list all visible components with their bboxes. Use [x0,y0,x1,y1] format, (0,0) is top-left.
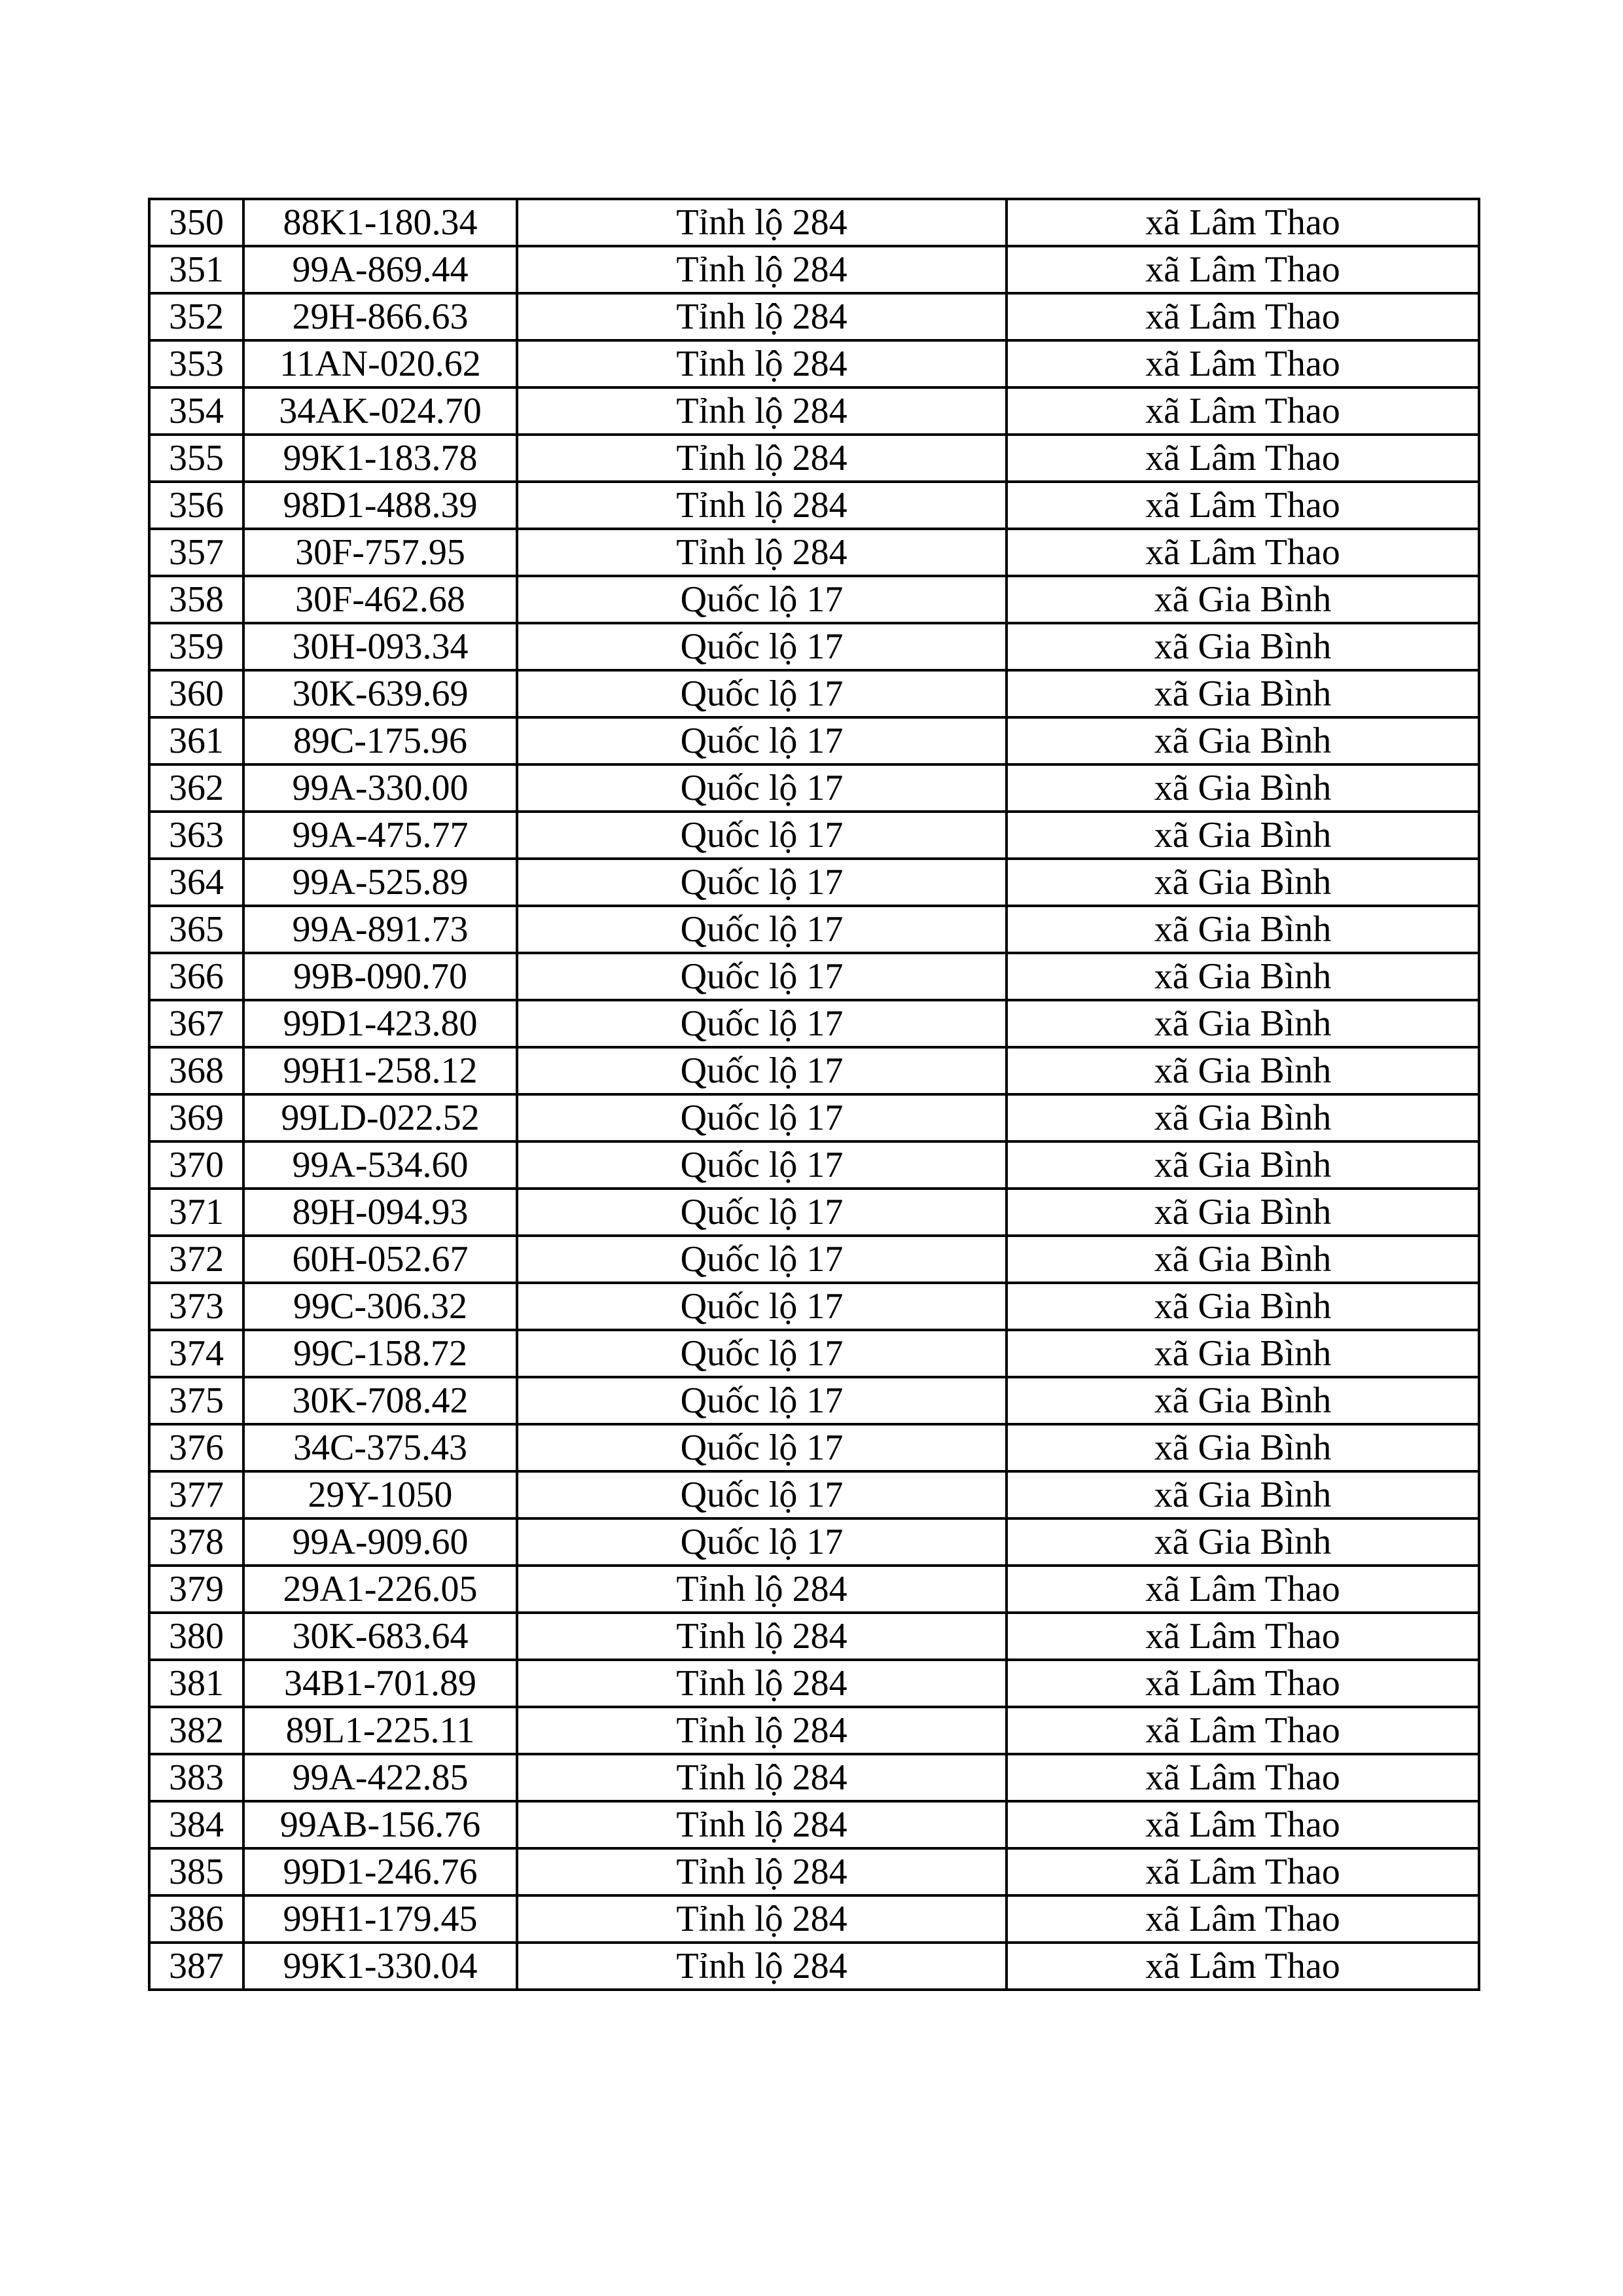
row-number-cell: 386 [149,1895,243,1943]
license-plate-cell: 99D1-423.80 [243,1000,517,1047]
row-number-cell: 369 [149,1094,243,1141]
license-plate-cell: 34B1-701.89 [243,1660,517,1707]
road-cell: Tỉnh lộ 284 [517,1801,1007,1848]
table-row [149,1895,1479,1943]
commune-cell: xã Lâm Thao [1007,1754,1479,1801]
road-cell: Quốc lộ 17 [517,1047,1007,1094]
license-plate-cell: 99H1-179.45 [243,1895,517,1943]
commune-cell: xã Gia Bình [1007,1094,1479,1141]
table-row [149,1141,1479,1189]
road-cell: Quốc lộ 17 [517,1283,1007,1330]
table-row [149,435,1479,482]
license-plate-cell: 89H-094.93 [243,1189,517,1236]
table-row [149,812,1479,859]
row-number-cell: 383 [149,1754,243,1801]
table-row [149,1047,1479,1094]
road-cell: Quốc lộ 17 [517,670,1007,717]
row-number-cell: 371 [149,1189,243,1236]
commune-cell: xã Gia Bình [1007,717,1479,764]
commune-cell: xã Gia Bình [1007,1189,1479,1236]
table-row [149,906,1479,953]
commune-cell: xã Gia Bình [1007,906,1479,953]
road-cell: Quốc lộ 17 [517,623,1007,670]
commune-cell: xã Lâm Thao [1007,529,1479,576]
license-plate-cell: 89L1-225.11 [243,1707,517,1754]
license-plate-cell: 60H-052.67 [243,1236,517,1283]
commune-cell: xã Gia Bình [1007,623,1479,670]
license-plate-cell: 34C-375.43 [243,1424,517,1471]
road-cell: Quốc lộ 17 [517,1141,1007,1189]
license-plate-cell: 29A1-226.05 [243,1566,517,1613]
license-plate-cell: 30F-757.95 [243,529,517,576]
road-cell: Quốc lộ 17 [517,1189,1007,1236]
road-cell: Tỉnh lộ 284 [517,435,1007,482]
table-row [149,764,1479,812]
commune-cell: xã Gia Bình [1007,1236,1479,1283]
license-plate-cell: 34AK-024.70 [243,387,517,435]
commune-cell: xã Lâm Thao [1007,1613,1479,1660]
row-number-cell: 354 [149,387,243,435]
commune-cell: xã Gia Bình [1007,859,1479,906]
table-row [149,1471,1479,1518]
row-number-cell: 365 [149,906,243,953]
road-cell: Tỉnh lộ 284 [517,1943,1007,1990]
license-plate-cell: 98D1-488.39 [243,482,517,529]
road-cell: Quốc lộ 17 [517,1471,1007,1518]
license-plate-cell: 29Y-1050 [243,1471,517,1518]
row-number-cell: 352 [149,293,243,340]
road-cell: Quốc lộ 17 [517,1094,1007,1141]
road-cell: Tỉnh lộ 284 [517,1895,1007,1943]
row-number-cell: 362 [149,764,243,812]
table-row [149,1660,1479,1707]
commune-cell: xã Gia Bình [1007,1518,1479,1566]
row-number-cell: 351 [149,246,243,293]
license-plate-cell: 99C-158.72 [243,1330,517,1377]
commune-cell: xã Lâm Thao [1007,1895,1479,1943]
road-cell: Quốc lộ 17 [517,1000,1007,1047]
road-cell: Tỉnh lộ 284 [517,529,1007,576]
commune-cell: xã Lâm Thao [1007,1801,1479,1848]
table-row [149,387,1479,435]
road-cell: Quốc lộ 17 [517,1236,1007,1283]
row-number-cell: 379 [149,1566,243,1613]
license-plate-cell: 99K1-330.04 [243,1943,517,1990]
table-row [149,1801,1479,1848]
license-plate-cell: 99H1-258.12 [243,1047,517,1094]
table-row [149,1236,1479,1283]
row-number-cell: 355 [149,435,243,482]
table-row [149,1000,1479,1047]
commune-cell: xã Lâm Thao [1007,1660,1479,1707]
table-row [149,623,1479,670]
row-number-cell: 387 [149,1943,243,1990]
commune-cell: xã Gia Bình [1007,1424,1479,1471]
table-row [149,293,1479,340]
table-row [149,576,1479,623]
road-cell: Tỉnh lộ 284 [517,246,1007,293]
road-cell: Tỉnh lộ 284 [517,482,1007,529]
license-plate-cell: 99A-869.44 [243,246,517,293]
commune-cell: xã Lâm Thao [1007,387,1479,435]
table-row [149,1518,1479,1566]
license-plate-cell: 29H-866.63 [243,293,517,340]
license-plate-cell: 99B-090.70 [243,953,517,1000]
road-cell: Quốc lộ 17 [517,1518,1007,1566]
commune-cell: xã Gia Bình [1007,670,1479,717]
row-number-cell: 380 [149,1613,243,1660]
license-plate-cell: 30K-683.64 [243,1613,517,1660]
table-row [149,1943,1479,1990]
table-body [149,199,1479,1990]
row-number-cell: 377 [149,1471,243,1518]
row-number-cell: 375 [149,1377,243,1424]
commune-cell: xã Lâm Thao [1007,199,1479,246]
commune-cell: xã Lâm Thao [1007,293,1479,340]
road-cell: Quốc lộ 17 [517,576,1007,623]
row-number-cell: 366 [149,953,243,1000]
row-number-cell: 368 [149,1047,243,1094]
road-cell: Tỉnh lộ 284 [517,293,1007,340]
commune-cell: xã Lâm Thao [1007,340,1479,387]
row-number-cell: 356 [149,482,243,529]
table-row [149,1613,1479,1660]
license-plate-cell: 99AB-156.76 [243,1801,517,1848]
road-cell: Quốc lộ 17 [517,1424,1007,1471]
table-row [149,670,1479,717]
commune-cell: xã Gia Bình [1007,812,1479,859]
table-row [149,1707,1479,1754]
commune-cell: xã Lâm Thao [1007,482,1479,529]
table-row [149,859,1479,906]
road-cell: Tỉnh lộ 284 [517,1613,1007,1660]
row-number-cell: 358 [149,576,243,623]
row-number-cell: 374 [149,1330,243,1377]
table-row [149,1754,1479,1801]
commune-cell: xã Gia Bình [1007,1330,1479,1377]
commune-cell: xã Gia Bình [1007,1377,1479,1424]
table-row [149,246,1479,293]
license-plate-cell: 99A-422.85 [243,1754,517,1801]
table-row [149,1424,1479,1471]
commune-cell: xã Gia Bình [1007,953,1479,1000]
table-row [149,1330,1479,1377]
road-cell: Quốc lộ 17 [517,812,1007,859]
row-number-cell: 373 [149,1283,243,1330]
row-number-cell: 360 [149,670,243,717]
row-number-cell: 370 [149,1141,243,1189]
row-number-cell: 363 [149,812,243,859]
commune-cell: xã Lâm Thao [1007,435,1479,482]
road-cell: Tỉnh lộ 284 [517,1566,1007,1613]
license-plate-cell: 30F-462.68 [243,576,517,623]
commune-cell: xã Gia Bình [1007,1471,1479,1518]
table-row [149,199,1479,246]
row-number-cell: 357 [149,529,243,576]
commune-cell: xã Lâm Thao [1007,246,1479,293]
commune-cell: xã Lâm Thao [1007,1707,1479,1754]
commune-cell: xã Gia Bình [1007,1047,1479,1094]
commune-cell: xã Gia Bình [1007,1000,1479,1047]
road-cell: Tỉnh lộ 284 [517,1754,1007,1801]
road-cell: Tỉnh lộ 284 [517,199,1007,246]
license-plate-cell: 30K-639.69 [243,670,517,717]
commune-cell: xã Gia Bình [1007,764,1479,812]
row-number-cell: 367 [149,1000,243,1047]
license-plate-cell: 89C-175.96 [243,717,517,764]
row-number-cell: 381 [149,1660,243,1707]
table-row [149,1377,1479,1424]
road-cell: Quốc lộ 17 [517,906,1007,953]
license-plate-cell: 99A-525.89 [243,859,517,906]
table-row [149,1566,1479,1613]
table-row [149,953,1479,1000]
license-plate-cell: 99D1-246.76 [243,1848,517,1895]
license-plate-cell: 88K1-180.34 [243,199,517,246]
commune-cell: xã Lâm Thao [1007,1566,1479,1613]
commune-cell: xã Lâm Thao [1007,1943,1479,1990]
row-number-cell: 361 [149,717,243,764]
license-plate-cell: 99A-891.73 [243,906,517,953]
row-number-cell: 378 [149,1518,243,1566]
commune-cell: xã Gia Bình [1007,1283,1479,1330]
license-plate-cell: 99LD-022.52 [243,1094,517,1141]
license-plate-cell: 99C-306.32 [243,1283,517,1330]
row-number-cell: 350 [149,199,243,246]
road-cell: Tỉnh lộ 284 [517,1660,1007,1707]
table-row [149,1189,1479,1236]
commune-cell: xã Lâm Thao [1007,1848,1479,1895]
license-plate-cell: 99A-909.60 [243,1518,517,1566]
row-number-cell: 372 [149,1236,243,1283]
road-cell: Quốc lộ 17 [517,717,1007,764]
violations-table [148,198,1480,1991]
table-row [149,717,1479,764]
commune-cell: xã Gia Bình [1007,1141,1479,1189]
row-number-cell: 385 [149,1848,243,1895]
row-number-cell: 359 [149,623,243,670]
table-row [149,1848,1479,1895]
road-cell: Quốc lộ 17 [517,953,1007,1000]
license-plate-cell: 99A-475.77 [243,812,517,859]
row-number-cell: 364 [149,859,243,906]
road-cell: Quốc lộ 17 [517,859,1007,906]
road-cell: Tỉnh lộ 284 [517,340,1007,387]
road-cell: Tỉnh lộ 284 [517,1707,1007,1754]
commune-cell: xã Gia Bình [1007,576,1479,623]
license-plate-cell: 30K-708.42 [243,1377,517,1424]
road-cell: Quốc lộ 17 [517,764,1007,812]
road-cell: Tỉnh lộ 284 [517,1848,1007,1895]
license-plate-cell: 99A-534.60 [243,1141,517,1189]
row-number-cell: 353 [149,340,243,387]
license-plate-cell: 99A-330.00 [243,764,517,812]
road-cell: Quốc lộ 17 [517,1377,1007,1424]
table-row [149,482,1479,529]
table-row [149,1283,1479,1330]
row-number-cell: 376 [149,1424,243,1471]
license-plate-cell: 30H-093.34 [243,623,517,670]
table-row [149,340,1479,387]
row-number-cell: 384 [149,1801,243,1848]
license-plate-cell: 11AN-020.62 [243,340,517,387]
license-plate-cell: 99K1-183.78 [243,435,517,482]
road-cell: Tỉnh lộ 284 [517,387,1007,435]
row-number-cell: 382 [149,1707,243,1754]
table-row [149,1094,1479,1141]
road-cell: Quốc lộ 17 [517,1330,1007,1377]
table-row [149,529,1479,576]
